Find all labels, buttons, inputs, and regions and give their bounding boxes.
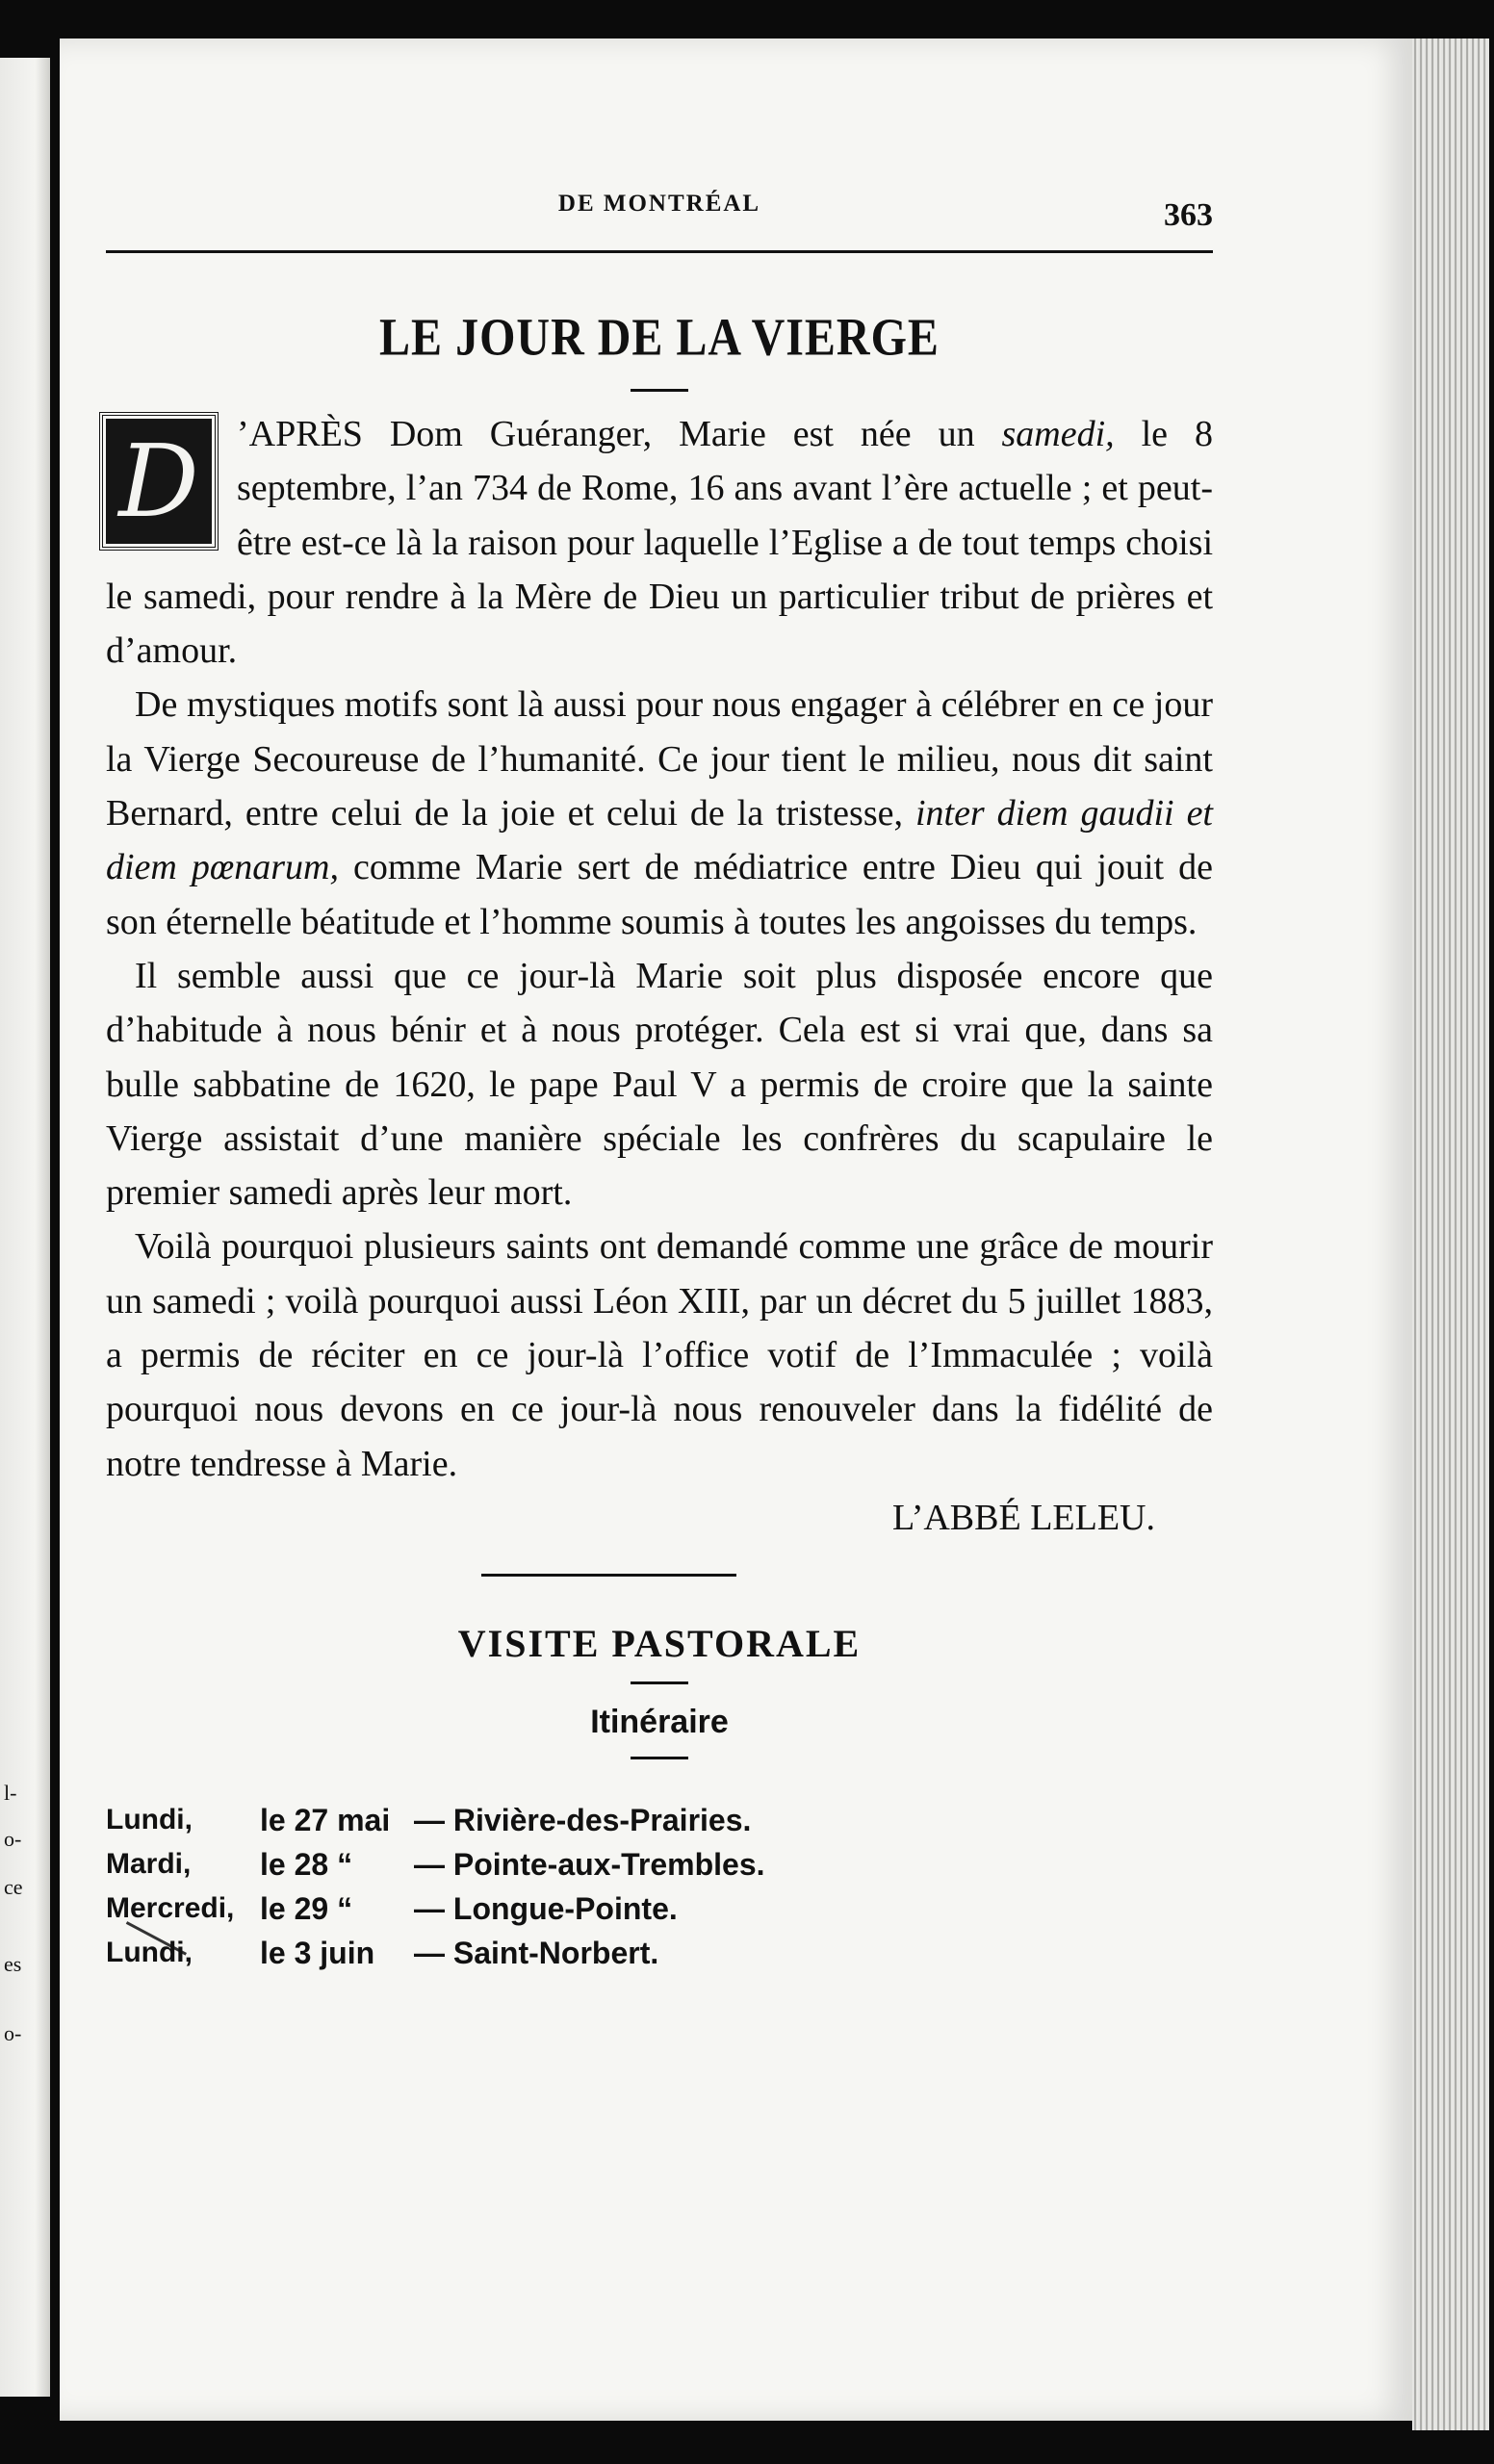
itinerary-row — [106, 1798, 1213, 1842]
margin-fragment: es — [4, 1952, 22, 1976]
margin-fragment: ce — [4, 1875, 23, 1899]
title-rule — [631, 389, 688, 392]
itinerary-list — [106, 1798, 1213, 1975]
paragraph-2 — [106, 678, 1213, 948]
margin-fragment: o- — [4, 1827, 22, 1851]
drop-cap: D — [106, 419, 212, 544]
itinerary-row — [106, 1886, 1213, 1931]
itinerary-date: le 29 “ — [260, 1890, 353, 1926]
subtitle-rule — [631, 1757, 688, 1759]
page-number: 363 — [1164, 197, 1213, 233]
itinerary-day: Mardi, — [106, 1847, 192, 1880]
itinerary-place: — Saint-Norbert. — [414, 1935, 659, 1970]
paragraph-3: Il semble aussi que ce jour-là Marie soit plus disposée encore que d’habitude à nous bénir et à nous protéger. Cela est si vrai que, dans sa bulle sabbatine de 1620, le pape Paul V a permis de croire que la sainte Vierge assistait d’une manière spéciale les confrères du scapulaire le premier samedi après leur mort. — [106, 955, 1213, 1214]
paragraph-text: ’APRÈS Dom Guéranger, Marie est née un — [237, 414, 1002, 454]
margin-fragment: l- — [4, 1781, 17, 1805]
section-divider — [481, 1574, 736, 1577]
paragraph-1 — [106, 407, 1213, 678]
paragraph-4: Voilà pourquoi plusieurs saints ont demandé comme une grâce de mourir un samedi ; voilà pourquoi aussi Léon XIII, par un décret du 5 juillet 1883, a permis de réciter en ce jour-là l’office votif de l’Immaculée ; voilà pourquoi nous devons en ce jour-là nous renouveler dans la fidélité de notre tendresse à Marie. — [106, 1226, 1213, 1484]
adjacent-page-strip — [0, 58, 50, 2397]
section-subtitle: Itinéraire — [590, 1703, 729, 1740]
itinerary-row — [106, 1842, 1213, 1886]
author-signature: L’ABBÉ LELEU. — [891, 1497, 1155, 1538]
article-title: LE JOUR DE LA VIERGE — [379, 308, 940, 367]
itinerary-row — [106, 1931, 1213, 1975]
italic-text: samedi, — [1001, 414, 1115, 454]
paragraph-text: le 8 septembre, l’an 734 de Rome, 16 ans avant l’ère actuelle ; et peut-être est-ce là la raison pour laquelle l’Eglise a de tout temps choisi le samedi, pour rendre à la Mère de Dieu un particulier tribut de prières et d’amour. — [106, 414, 1213, 672]
itinerary-place: — Pointe-aux-Trembles. — [414, 1846, 765, 1882]
italic-text: inter diem gaudii et diem pœnarum, — [106, 793, 1213, 888]
itinerary-place: — Rivière-des-Prairies. — [414, 1802, 752, 1837]
paragraph-text: De mystiques motifs sont là aussi pour nous engager à célébrer en ce jour la Vierge Secoureuse de l’humanité. Ce jour tient le milieu, nous dit saint Bernard, entre celui de la joie et celui de la tristesse, — [106, 684, 1213, 834]
itinerary-place: — Longue-Pointe. — [414, 1890, 678, 1926]
section-title: VISITE PASTORALE — [457, 1621, 862, 1665]
page-content — [106, 144, 1213, 1975]
paragraph-text: comme Marie sert de médiatrice entre Dieu qui jouit de son éternelle béatitude et l’homme soumis à toutes les angoisses du temps. — [106, 847, 1213, 942]
itinerary-day: Lundi, — [106, 1936, 193, 1968]
section-rule — [631, 1681, 688, 1684]
page-edges — [1412, 38, 1489, 2430]
running-head-title: DE MONTRÉAL — [557, 191, 761, 217]
running-head — [106, 144, 1213, 253]
itinerary-day: Mercredi, — [106, 1891, 235, 1924]
article-body — [106, 407, 1213, 1491]
margin-fragment: o- — [4, 2021, 22, 2045]
itinerary-date: le 3 juin — [260, 1935, 375, 1970]
itinerary-date: le 28 “ — [260, 1846, 353, 1882]
itinerary-date: le 27 mai — [260, 1802, 391, 1837]
itinerary-day: Lundi, — [106, 1803, 193, 1835]
